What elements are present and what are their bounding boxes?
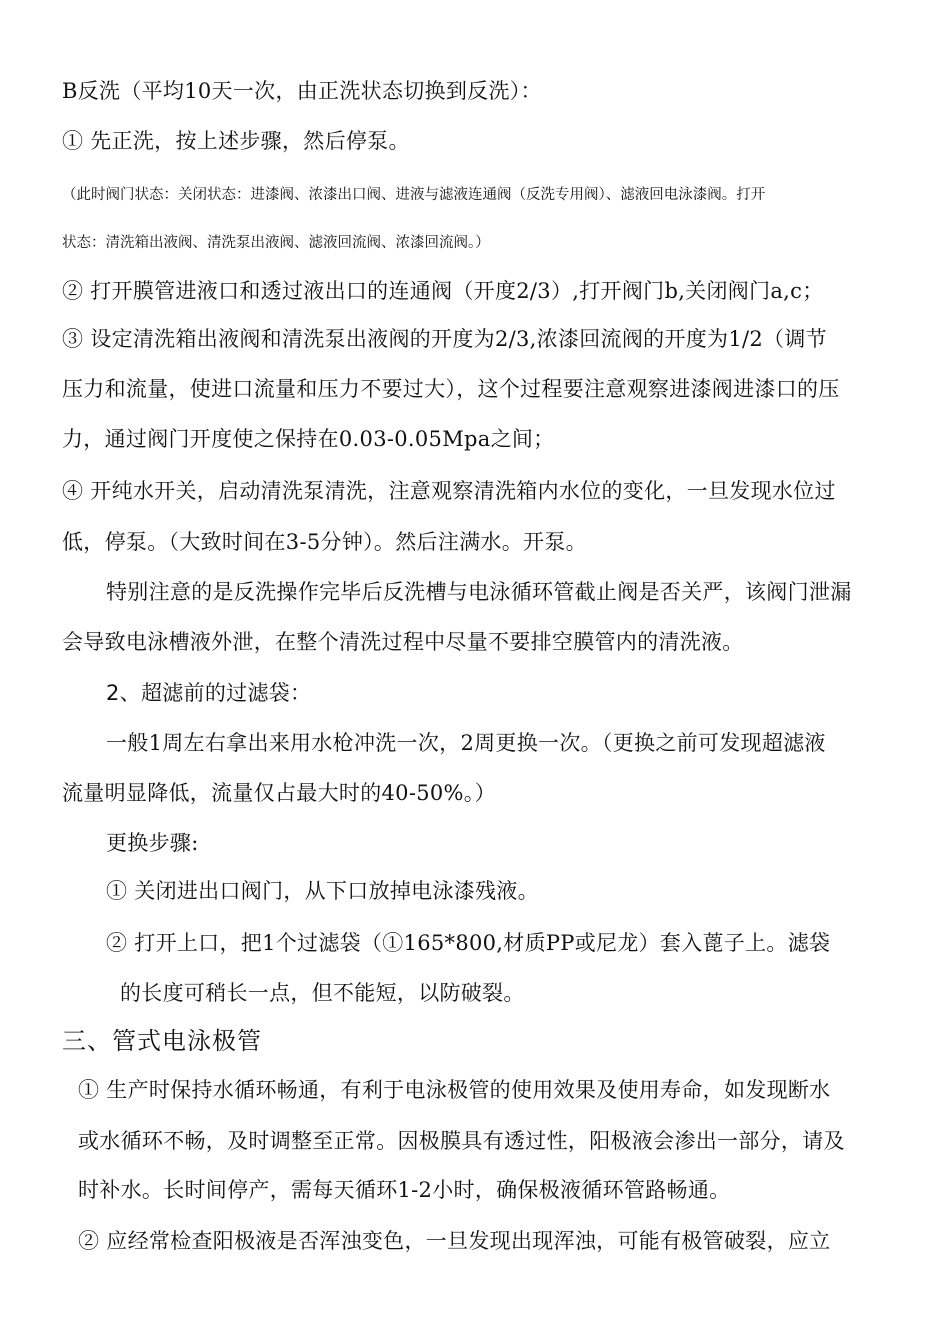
filter-bag-text-line-2: 流量明显降低，流量仅占最大时的40-50%。） <box>62 781 496 805</box>
replace-step-2-line-2: 的长度可稍长一点，但不能短，以防破裂。 <box>120 981 525 1005</box>
step-3-line-3: 力，通过阀门开度使之保持在0.03-0.05Mpa之间； <box>62 427 555 451</box>
anode-item-2-line-1: ② 应经常检查阳极液是否浑浊变色，一旦发现出现浑浊，可能有极管破裂，应立 <box>78 1229 831 1253</box>
replace-step-2-line-1: ② 打开上口，把1个过滤袋（①165*800,材质PP或尼龙）套入蓖子上。滤袋 <box>106 931 831 955</box>
step-2: ② 打开膜管进液口和透过液出口的连通阀（开度2/3）,打开阀门b,关闭阀门a,c； <box>62 279 824 303</box>
filter-bag-heading: 2、超滤前的过滤袋： <box>106 681 312 705</box>
anode-item-1-line-1: ① 生产时保持水循环畅通，有利于电泳极管的使用效果及使用寿命，如发现断水 <box>78 1078 831 1102</box>
filter-bag-text-line-1: 一般1周左右拿出来用水枪冲洗一次，2周更换一次。（更换之前可发现超滤液 <box>106 731 826 755</box>
backwash-heading: B反洗（平均10天一次，由正洗状态切换到反洗）： <box>62 79 542 103</box>
special-note-line-2: 会导致电泳槽液外泄，在整个清洗过程中尽量不要排空膜管内的清洗液。 <box>62 630 744 654</box>
special-note-line-1: 特别注意的是反洗操作完毕后反洗槽与电泳循环管截止阀是否关严，该阀门泄漏 <box>106 580 852 604</box>
step-1: ① 先正洗，按上述步骤，然后停泵。 <box>62 129 410 153</box>
anode-item-1-line-2: 或水循环不畅，及时调整至正常。因极膜具有透过性，阳极液会渗出一部分，请及 <box>78 1129 845 1153</box>
anode-item-1-line-3: 时补水。长时间停产，需每天循环1-2小时，确保极液循环管路畅通。 <box>78 1178 731 1202</box>
step-3-line-1: ③ 设定清洗箱出液阀和清洗泵出液阀的开度为2/3,浓漆回流阀的开度为1/2（调节 <box>62 327 827 351</box>
section-3-heading: 三、管式电泳极管 <box>62 1027 262 1055</box>
replace-step-1: ① 关闭进出口阀门，从下口放掉电泳漆残液。 <box>106 879 539 903</box>
valve-state-note-line-2: 状态：清洗箱出液阀、清洗泵出液阀、滤液回流阀、浓漆回流阀。） <box>62 235 490 251</box>
step-4-line-1: ④ 开纯水开关，启动清洗泵清洗，注意观察清洗箱内水位的变化，一旦发现水位过 <box>62 479 836 503</box>
step-4-line-2: 低，停泵。（大致时间在3-5分钟）。然后注满水。开泵。 <box>62 530 587 554</box>
valve-state-note-line-1: （此时阀门状态：关闭状态：进漆阀、浓漆出口阀、进液与滤液连通阀（反洗专用阀）、滤液回电泳漆阀。打开 <box>62 187 766 203</box>
replace-steps-label: 更换步骤: <box>106 831 199 855</box>
step-3-line-2: 压力和流量，使进口流量和压力不要过大），这个过程要注意观察进漆阀进漆口的压 <box>62 377 840 401</box>
